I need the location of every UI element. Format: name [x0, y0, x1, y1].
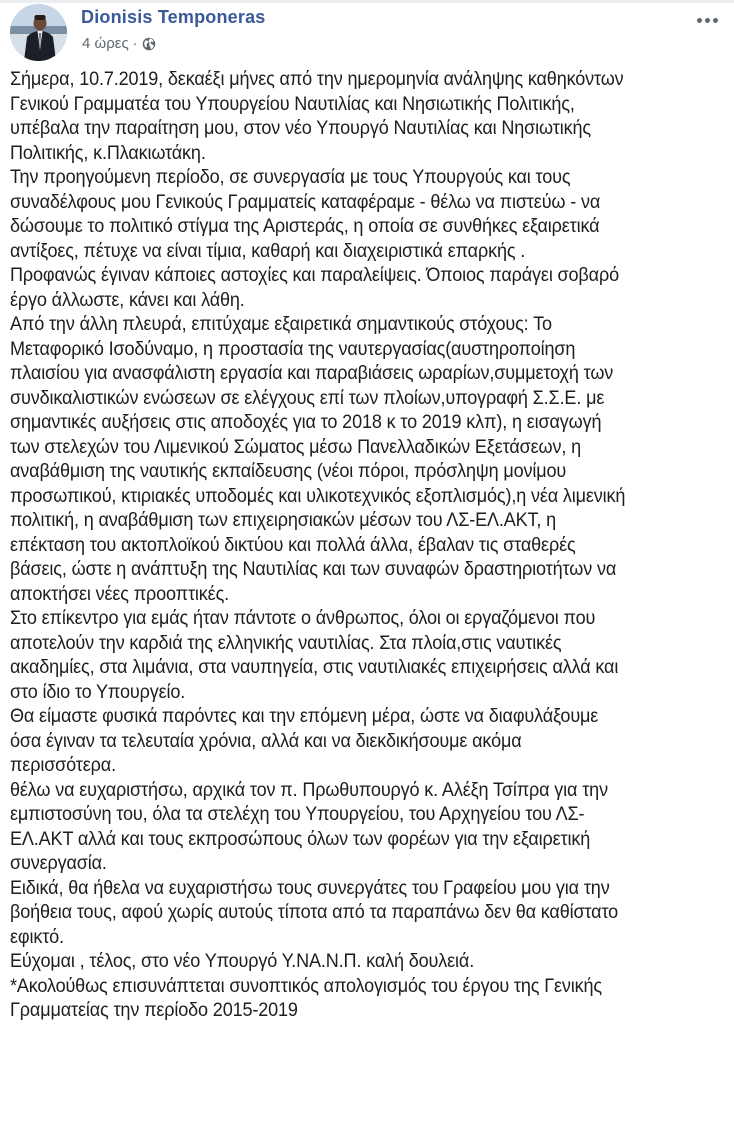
- body-line: συναδέλφους μου Γενικούς Γραμματείς καταφέραμε - θέλω να πιστεύω - να: [10, 190, 601, 213]
- body-line: προσωπικού, κτιριακές υποδομές και υλικοτεχνικός εξοπλισμός),η νέα λιμενική: [10, 484, 626, 507]
- body-line: ΕΛ.ΑΚΤ αλλά και τους εκπροσώπους όλων των φορέων για την εξαιρετική: [10, 827, 591, 850]
- post-header: [10, 4, 724, 60]
- body-line: Σήμερα, 10.7.2019, δεκαέξι μήνες από την ημερομηνία ανάληψης καθηκόντων: [10, 68, 624, 90]
- ellipsis-icon: [697, 18, 702, 23]
- meta-separator: ·: [132, 35, 138, 52]
- body-line: ακαδημίες, στα λιμάνια, στα ναυπηγεία, στις ναυτιλιακές επιχειρήσεις αλλά και: [10, 656, 619, 678]
- body-line: Από την άλλη πλευρά, επιτύχαμε εξαιρετικά σημαντικούς στόχους: Το: [10, 313, 552, 335]
- body-line: συνδικαλιστικών ενώσεων σε ελέγχους επί των πλοίων,υπογραφή Σ.Σ.Ε. με: [10, 386, 605, 409]
- body-line: Την προηγούμενη περίοδο, σε συνεργασία με τους Υπουργούς και τους: [10, 166, 571, 188]
- top-divider: [0, 0, 734, 3]
- body-line: περισσότερα.: [10, 754, 116, 776]
- more-options-button[interactable]: [694, 13, 720, 27]
- body-line: Στο επίκεντρο για εμάς ήταν πάντοτε ο άνθρωπος, όλοι οι εργαζόμενοι που: [10, 607, 596, 629]
- author-avatar[interactable]: [10, 4, 67, 61]
- body-line: των στελεχών του Λιμενικού Σώματος μέσω Πανελλαδικών Εξετάσεων, η: [10, 435, 582, 458]
- body-line: εμπιστοσύνη του, όλα τα στελέχη του Υπουργείου, του Αρχηγείου του ΛΣ-: [10, 803, 585, 825]
- body-line: συνεργασία.: [10, 852, 107, 874]
- body-line: στο ίδιο το Υπουργείο.: [10, 680, 186, 703]
- body-line: θέλω να ευχαριστήσω, αρχικά τον π. Πρωθυπουργό κ. Αλέξη Τσίπρα για την: [10, 778, 608, 801]
- globe-icon[interactable]: [142, 37, 156, 51]
- body-line: Θα είμαστε φυσικά παρόντες και την επόμενη μέρα, ώστε να διαφυλάξουμε: [10, 705, 599, 727]
- body-line: έργο άλλωστε, κάνει και λάθη.: [10, 288, 245, 311]
- body-line: εφικτό.: [10, 925, 64, 948]
- body-line: δώσουμε το πολιτικό στίγμα της Αριστεράς, η οποία σε συνθήκες εξαιρετικά: [10, 215, 600, 237]
- body-line: *Ακολούθως επισυνάπτεται συνοπτικός απολογισμός του έργου της Γενικής: [10, 974, 602, 997]
- body-line: Γενικού Γραμματέα του Υπουργείου Ναυτιλίας και Νησιωτικής Πολιτικής,: [10, 92, 575, 115]
- body-line: βοήθεια τους, αφού χωρίς αυτούς τίποτα από τα παραπάνω δεν θα καθίστατο: [10, 901, 619, 923]
- body-line: Γραμματείας την περίοδο 2015-2019: [10, 999, 298, 1021]
- body-line: Εύχομαι , τέλος, στο νέο Υπουργό Υ.ΝΑ.Ν.Π. καλή δουλειά.: [10, 950, 475, 972]
- body-line: πλαισίου για ανασφάλιστη εργασία και παραβιάσεις ωραρίων,συμμετοχή των: [10, 362, 614, 384]
- post-body-text: [10, 67, 724, 1023]
- post-timestamp[interactable]: 4 ώρες: [82, 35, 129, 52]
- body-line: σημαντικές αυξήσεις στις αποδοχές για το 2018 κ το 2019 κλπ), η εισαγωγή: [10, 411, 602, 433]
- body-line: όσα έγιναν τα τελευταία χρόνια, αλλά και να διεκδικήσουμε ακόμα: [10, 729, 522, 752]
- body-line: Προφανώς έγιναν κάποιες αστοχίες και παραλείψεις. Όποιος παράγει σοβαρό: [10, 264, 619, 286]
- body-line: αναβάθμιση της ναυτικής εκπαίδευσης (νέοι πόροι, πρόσληψη μονίμου: [10, 460, 567, 482]
- ellipsis-icon: [713, 18, 718, 23]
- body-line: βάσεις, ώστε η ανάπτυξη της Ναυτιλίας και των συναφών δραστηριοτήτων να: [10, 558, 617, 580]
- body-line: επέκταση του ακτοπλοϊκού δικτύου και πολλά άλλα, έβαλαν τις σταθερές: [10, 533, 576, 556]
- author-name-link[interactable]: Dionisis Temponeras: [81, 7, 266, 27]
- body-line: αποτελούν την καρδιά της ελληνικής ναυτιλίας. Στα πλοία,στις ναυτικές: [10, 631, 562, 654]
- profile-photo-icon: [10, 4, 67, 61]
- ellipsis-icon: [705, 18, 710, 23]
- body-line: αποκτήσει νέες προοπτικές.: [10, 582, 230, 605]
- body-line: Ειδικά, θα ήθελα να ευχαριστήσω τους συνεργάτες του Γραφείου μου για την: [10, 876, 610, 899]
- post-meta: [82, 35, 156, 52]
- body-line: Μεταφορικό Ισοδύναμο, η προστασία της ναυτεργασίας(αυστηροποίηση: [10, 337, 576, 360]
- body-line: υπέβαλα την παραίτηση μου, στον νέο Υπουργό Ναυτιλίας και Νησιωτικής: [10, 117, 591, 139]
- body-line: Πολιτικής, κ.Πλακιωτάκη.: [10, 141, 206, 164]
- body-line: αντίξοες, πέτυχε να είναι τίμια, καθαρή και διαχειριστικά επαρκής .: [10, 239, 526, 262]
- body-line: πολιτική, η αναβάθμιση των επιχειρησιακών μέσων του ΛΣ-ΕΛ.ΑΚΤ, η: [10, 509, 557, 531]
